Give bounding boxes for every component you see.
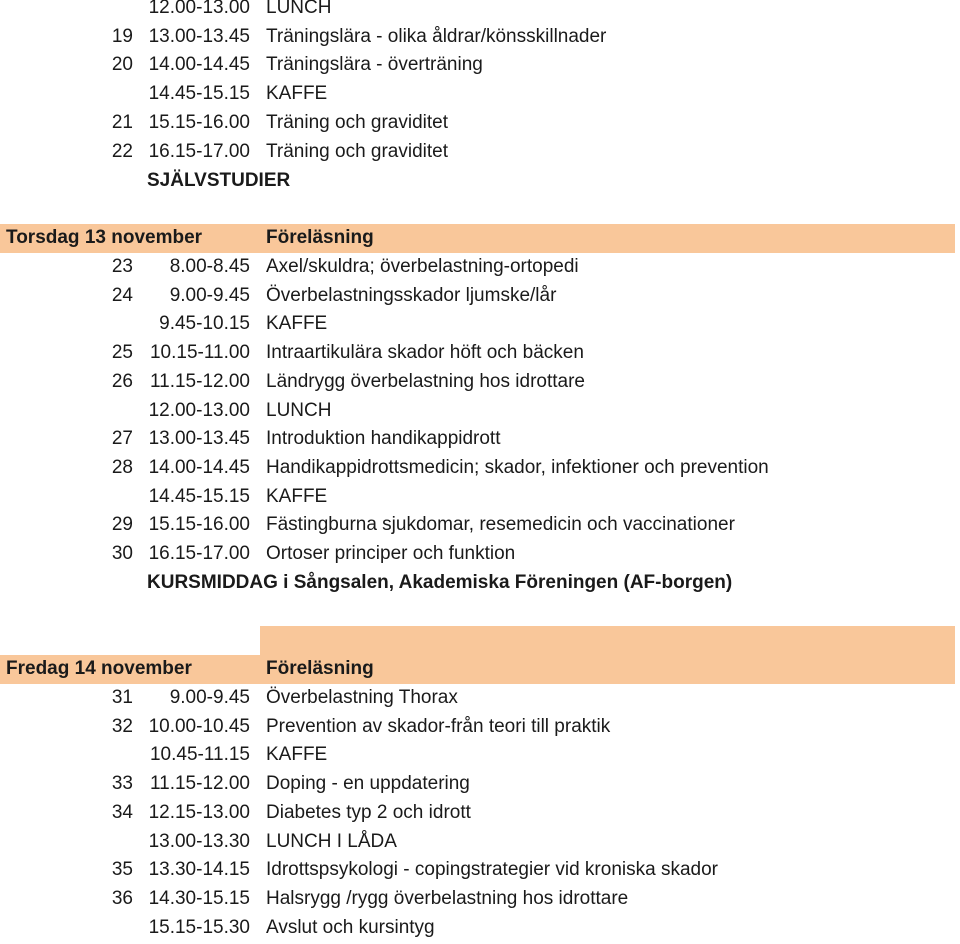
session-time: 9.45-10.15 <box>159 313 250 335</box>
schedule-row <box>0 138 955 167</box>
schedule-row <box>0 368 955 397</box>
session-time: 13.00-13.45 <box>148 428 250 450</box>
schedule-row <box>0 253 955 282</box>
schedule-row <box>0 684 955 713</box>
schedule-row <box>0 914 955 943</box>
session-time: 8.00-8.45 <box>169 256 250 277</box>
session-time: 14.45-15.15 <box>148 485 250 507</box>
session-time: 9.00-9.45 <box>169 284 250 306</box>
session-time: 9.00-9.45 <box>169 687 250 708</box>
session-title: Träning och graviditet <box>266 111 449 133</box>
session-title: LUNCH I LÅDA <box>266 830 397 852</box>
session-time: 16.15-17.00 <box>148 140 250 162</box>
session-number: 36 <box>111 887 133 909</box>
schedule-row <box>0 713 955 742</box>
schedule-row <box>0 282 955 311</box>
thursday-footer: KURSMIDDAG i Sångsalen, Akademiska Föreningen (AF-borgen) <box>147 572 733 593</box>
session-title: Diabetes typ 2 och idrott <box>266 801 471 823</box>
session-time: 13.00-13.30 <box>148 830 250 852</box>
session-title: Ländrygg överbelastning hos idrottare <box>266 370 585 392</box>
session-title: Överbelastningsskador ljumske/lår <box>266 284 557 306</box>
session-title: Axel/skuldra; överbelastning-ortopedi <box>266 256 579 277</box>
thursday-column-label: Föreläsning <box>266 227 374 248</box>
schedule-row <box>0 51 955 80</box>
session-title: Intraartikulära skador höft och bäcken <box>266 342 584 364</box>
session-title: Handikappidrottsmedicin; skador, infektioner och prevention <box>266 456 769 478</box>
schedule-row <box>0 483 955 512</box>
session-number: 20 <box>111 54 133 76</box>
schedule-row <box>0 0 955 23</box>
session-time: 11.15-12.00 <box>149 370 250 392</box>
session-title: Träning och graviditet <box>266 140 449 162</box>
session-time: 12.00-13.00 <box>148 0 250 18</box>
schedule-row <box>0 828 955 857</box>
session-title: Avslut och kursintyg <box>266 916 435 938</box>
schedule-row <box>0 23 955 52</box>
schedule-row <box>0 741 955 770</box>
schedule-row <box>0 799 955 828</box>
session-time: 10.45-11.15 <box>149 744 250 766</box>
wednesday-footer: SJÄLVSTUDIER <box>147 170 291 191</box>
session-title: LUNCH <box>266 399 332 421</box>
session-time: 13.30-14.15 <box>148 859 250 881</box>
schedule-row <box>0 885 955 914</box>
session-number: 25 <box>111 342 133 364</box>
session-number: 30 <box>111 543 133 564</box>
session-time: 16.15-17.00 <box>148 543 250 564</box>
session-number: 21 <box>111 111 133 133</box>
schedule-row <box>0 397 955 426</box>
session-time: 15.15-16.00 <box>148 514 250 536</box>
schedule-row <box>0 454 955 483</box>
session-title: KAFFE <box>266 485 328 507</box>
friday-header-band-top <box>260 626 955 655</box>
session-title: Överbelastning Thorax <box>266 687 458 708</box>
schedule-row <box>0 109 955 138</box>
session-number: 34 <box>111 801 133 823</box>
session-time: 14.00-14.45 <box>148 54 250 76</box>
session-title: Fästingburna sjukdomar, resemedicin och vaccinationer <box>266 514 735 536</box>
session-title: Träningslära - olika åldrar/könsskillnader <box>266 25 607 47</box>
session-time: 10.15-11.00 <box>149 342 250 364</box>
schedule-row <box>0 339 955 368</box>
session-title: Prevention av skador-från teori till praktik <box>266 715 611 737</box>
session-title: Träningslära - överträning <box>266 54 483 76</box>
schedule-row <box>0 80 955 109</box>
friday-column-label: Föreläsning <box>266 658 374 679</box>
session-number: 27 <box>111 428 133 450</box>
session-title: KAFFE <box>266 313 328 335</box>
session-number: 26 <box>111 370 133 392</box>
session-number: 33 <box>111 773 133 795</box>
session-number: 29 <box>111 514 133 536</box>
session-title: Idrottspsykologi - copingstrategier vid kroniska skador <box>266 859 718 881</box>
session-number: 32 <box>111 715 133 737</box>
session-title: Doping - en uppdatering <box>266 773 470 795</box>
session-title: KAFFE <box>266 744 328 766</box>
schedule-row <box>0 856 955 885</box>
session-number: 28 <box>111 456 133 478</box>
session-title: LUNCH <box>266 0 332 18</box>
session-number: 31 <box>111 687 133 708</box>
schedule-row <box>0 511 955 540</box>
session-number: 35 <box>111 859 133 881</box>
session-time: 12.00-13.00 <box>148 399 250 421</box>
session-number: 22 <box>111 140 133 162</box>
session-time: 14.45-15.15 <box>148 83 250 105</box>
friday-day-heading: Fredag 14 november <box>6 658 192 679</box>
friday-header-band <box>0 655 955 684</box>
session-time: 14.30-15.15 <box>148 887 250 909</box>
session-title: Ortoser principer och funktion <box>266 543 516 564</box>
session-time: 11.15-12.00 <box>149 773 250 795</box>
schedule-row <box>0 310 955 339</box>
session-time: 10.00-10.45 <box>148 715 250 737</box>
session-time: 12.15-13.00 <box>148 801 250 823</box>
schedule-row <box>0 425 955 454</box>
session-time: 13.00-13.45 <box>148 25 250 47</box>
thursday-day-heading: Torsdag 13 november <box>6 227 203 248</box>
schedule-row <box>0 770 955 799</box>
session-number: 23 <box>111 256 133 277</box>
session-title: KAFFE <box>266 83 328 105</box>
session-time: 15.15-15.30 <box>148 916 250 938</box>
session-number: 24 <box>111 284 133 306</box>
session-title: Introduktion handikappidrott <box>266 428 501 450</box>
thursday-header-band <box>0 224 955 253</box>
schedule-row <box>0 540 955 569</box>
session-number: 19 <box>111 25 133 47</box>
session-time: 15.15-16.00 <box>148 111 250 133</box>
session-time: 14.00-14.45 <box>148 456 250 478</box>
session-title: Halsrygg /rygg överbelastning hos idrottare <box>266 887 629 909</box>
